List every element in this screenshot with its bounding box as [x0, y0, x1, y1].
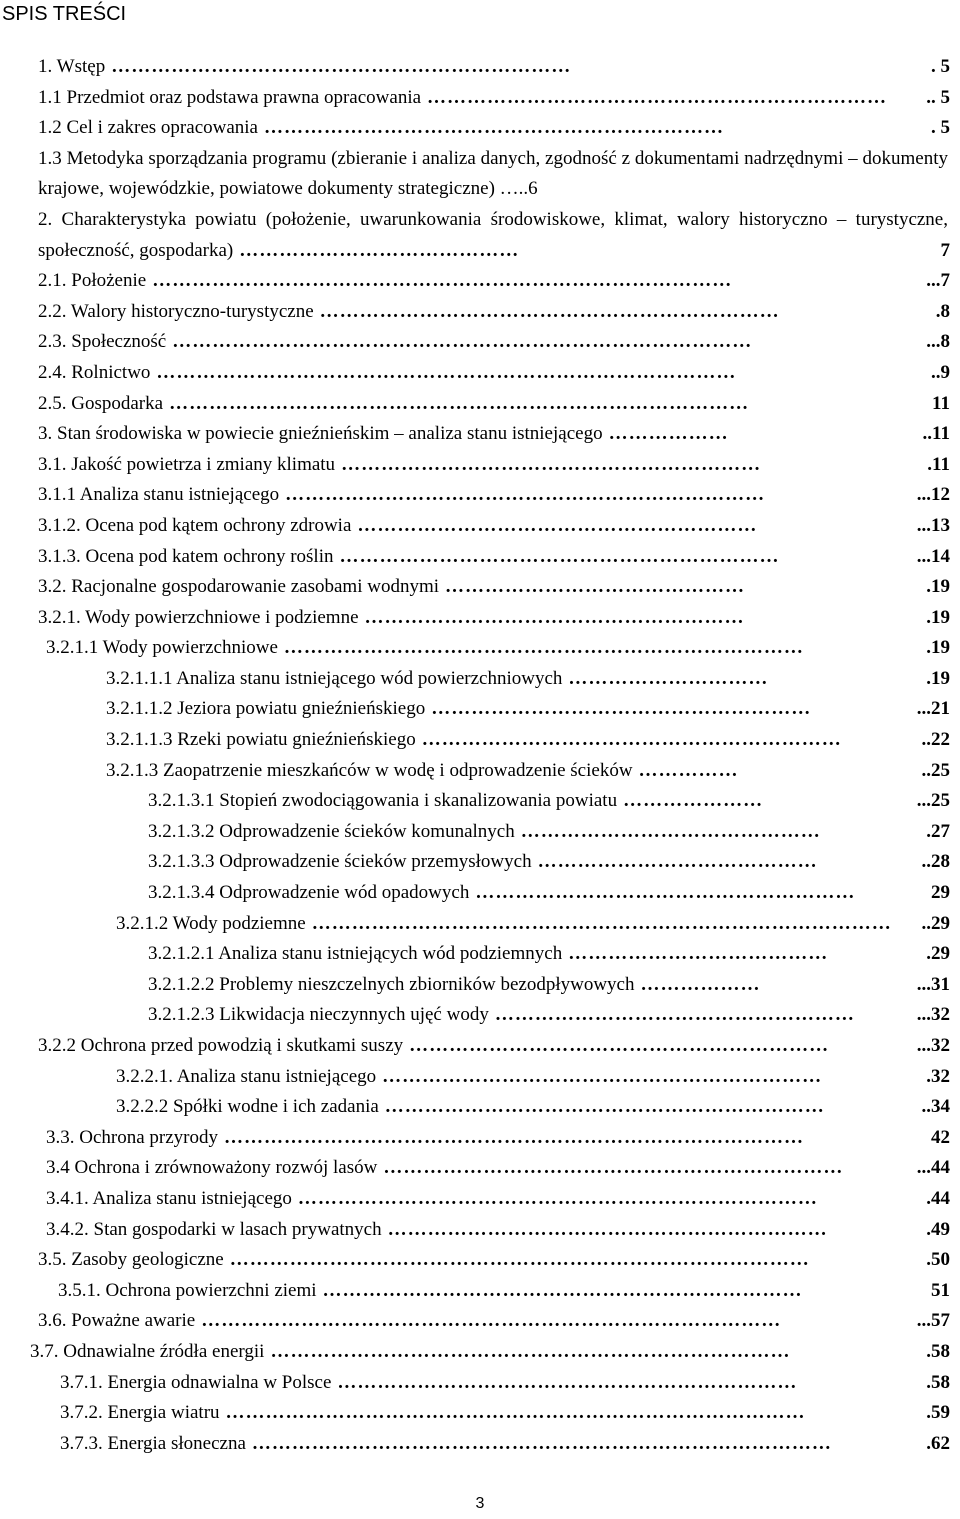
toc-entry-title: 3.7. Odnawialne źródła energii [30, 1340, 265, 1362]
toc-entry[interactable] [0, 358, 960, 389]
toc-entry[interactable] [0, 389, 960, 420]
toc-entry-page: ..28 [921, 851, 950, 873]
toc-entry-leader: …………………………………………………………… [264, 117, 724, 139]
toc-entry-page: ..34 [921, 1096, 950, 1118]
toc-entry-leader: ……………………………………… [445, 576, 746, 598]
toc-entry-page: .44 [926, 1187, 950, 1209]
toc-entry-page: ...32 [916, 1035, 950, 1056]
toc-entry-leader: …………………………………………………… [357, 514, 758, 536]
toc-entry-page: ..25 [921, 759, 950, 781]
toc-entry-leader: ……………………………………………………… [341, 453, 762, 475]
toc-entry-title: 3.3. Ochrona przyrody [46, 1126, 219, 1148]
toc-entry[interactable] [0, 847, 960, 878]
toc-entry-title: 3.2. Racjonalne gospodarowanie zasobami wodnymi [38, 576, 440, 598]
toc-entry[interactable] [0, 1153, 960, 1184]
toc-entry-leader: ………………………………… [568, 943, 829, 965]
toc-entry-page: ..29 [921, 912, 950, 934]
toc-entry-title: 3.2.2.2 Spółki wodne i ich zadania [116, 1096, 379, 1118]
toc-entry-leader: ………………… [623, 790, 764, 812]
toc-entry-title: 3.2.1.3.1 Stopień zwodociągowania i skanalizowania powiatu [148, 790, 618, 812]
toc-entry[interactable] [0, 725, 960, 756]
toc-entry[interactable] [0, 1245, 960, 1276]
toc-entry-title: 3.2.1.2 Wody podziemne [116, 912, 306, 934]
toc-entry[interactable] [0, 542, 960, 573]
toc-entry[interactable] [0, 633, 960, 664]
toc-entry-leader: ……………… [640, 973, 761, 995]
toc-entry[interactable] [0, 1276, 960, 1307]
toc-entry-leader: …………………………………………………………………………… [224, 1126, 805, 1148]
toc-entry[interactable] [0, 1184, 960, 1215]
toc-entry-page: .19 [926, 637, 950, 659]
toc-entry-title: 2.2. Walory historyczno-turystyczne [38, 300, 314, 322]
toc-entry[interactable] [0, 694, 960, 725]
toc-entry-page: .59 [926, 1402, 950, 1424]
toc-entry[interactable] [0, 817, 960, 848]
toc-entry-title: 3.2.1.1 Wody powierzchniowe [46, 637, 278, 659]
toc-entry-leader: …………… [638, 759, 739, 781]
toc-entry-page: .. 5 [926, 86, 950, 108]
toc-entry-title: 3.2.2.1. Analiza stanu istniejącego [116, 1065, 377, 1087]
toc-entry-leader: …………………………………………………………………… [283, 637, 804, 659]
toc-entry-page: .58 [926, 1340, 950, 1362]
toc-entry[interactable] [0, 1215, 960, 1246]
toc-entry-title: 3.4.2. Stan gospodarki w lasach prywatnych [46, 1218, 382, 1240]
toc-entry-page: .27 [926, 820, 950, 842]
toc-entry-title: 3.5.1. Ochrona powierzchni ziemi [58, 1279, 317, 1301]
toc-entry-title: 3.4 Ochrona i zrównoważony rozwój lasów [46, 1157, 378, 1179]
toc-entry-title: 3.4.1. Analiza stanu istniejącego [46, 1187, 292, 1209]
toc-entry-page: ...12 [916, 484, 950, 506]
toc-entry-page: ..9 [931, 361, 950, 383]
toc-entry-page: 29 [931, 882, 950, 904]
toc-entry[interactable] [0, 113, 960, 144]
toc-entry-leader: …………………………………………………………………………… [229, 1249, 810, 1271]
toc-entry-title: 3.2.1.1.1 Analiza stanu istniejącego wód powierzchniowych [106, 667, 563, 689]
toc-entry[interactable] [0, 511, 960, 542]
toc-entry-leader: ……………………………………………………… [409, 1035, 830, 1056]
toc-entry-leader: …………………………………………………………………………… [172, 331, 753, 353]
toc-entry-leader: ………………………………………………… [364, 606, 745, 628]
toc-entry-page: ...14 [916, 545, 950, 567]
toc-entry-title: 3.1.3. Ocena pod katem ochrony roślin [38, 545, 334, 567]
toc-entry-title: 3.2.1.3 Zaopatrzenie mieszkańców w wodę i odprowadzenie ścieków [106, 759, 633, 781]
toc-entry-leader: …………………………………………………………………… [297, 1187, 818, 1209]
toc-entry[interactable] [0, 939, 960, 970]
toc-entry[interactable] [0, 786, 960, 817]
toc-entry[interactable] [0, 266, 960, 297]
toc-entry-leader: …………………………………………………………… [427, 86, 888, 108]
toc-entry-leader: …………………………………………………………………………… [169, 392, 750, 414]
page-number: 3 [475, 1495, 485, 1512]
page-title: SPIS TREŚCI [2, 3, 127, 25]
toc-entry-title: 3.2.2 Ochrona przed powodzią i skutkami suszy [38, 1035, 404, 1056]
toc-entry[interactable] [0, 450, 960, 481]
toc-entry-page: ...13 [916, 514, 950, 536]
toc-entry-title: 3.2.1.2.1 Analiza stanu istniejących wód podziemnych [148, 943, 563, 965]
toc-entry-page: 51 [931, 1279, 950, 1301]
toc-entry[interactable] [0, 878, 960, 909]
toc-entry-leader: …………………………………………………………… [111, 56, 572, 77]
toc-entry[interactable] [0, 603, 960, 634]
toc-entry-page: ...32 [916, 1004, 950, 1026]
toc-entry-page: . 5 [931, 56, 950, 77]
toc-entry-title: 1.2 Cel i zakres opracowania [38, 117, 258, 139]
toc-entry[interactable] [0, 419, 960, 450]
toc-entry-leader: ……………… [608, 423, 729, 445]
table-of-contents [0, 52, 960, 1459]
toc-entry-page: 7 [940, 239, 950, 261]
toc-entry-page: .32 [926, 1065, 950, 1087]
toc-entry-title: 3.1.2. Ocena pod kątem ochrony zdrowia [38, 514, 352, 536]
toc-entry-page: .19 [926, 576, 950, 598]
toc-entry-leader: …………………………………… [537, 851, 818, 873]
toc-entry-leader: …………………………………………………………………………… [251, 1432, 832, 1454]
toc-entry-title: 2.1. Położenie [38, 270, 147, 292]
toc-entry[interactable] [0, 1398, 960, 1429]
toc-entry-page: . 5 [931, 117, 950, 139]
toc-entry-page: .50 [926, 1249, 950, 1271]
toc-entry-title: 1. Wstęp [38, 56, 106, 77]
toc-entry-leader: ……………………………………………………… [421, 729, 842, 751]
toc-entry[interactable] [0, 480, 960, 511]
toc-entry-title: 3.2.1. Wody powierzchniowe i podziemne [38, 606, 359, 628]
toc-entry-leader: ……………………………………………… [494, 1004, 855, 1026]
toc-entry-title: 3.6. Poważne awarie [38, 1310, 196, 1332]
toc-entry-page: ...44 [916, 1157, 950, 1179]
toc-entry-page: 11 [932, 392, 950, 414]
toc-entry-leader: ……………………………………… [520, 820, 821, 842]
toc-entry[interactable] [0, 1031, 960, 1062]
toc-entry-page: .19 [926, 606, 950, 628]
toc-entry-title: 3.2.1.3.3 Odprowadzenie ścieków przemysłowych [148, 851, 532, 873]
toc-entry-title: 3.7.1. Energia odnawialna w Polsce [60, 1371, 332, 1393]
toc-entry-leader: …………………………………………………………………………… [311, 912, 892, 934]
toc-entry-title: 3.1. Jakość powietrza i zmiany klimatu [38, 453, 336, 475]
toc-entry-leader: ……………………………………………………………… [322, 1279, 803, 1301]
toc-entry-title: 2. Charakterystyka powiatu (położenie, uwarunkowania środowiskowe, klimat, walory historyczno – turystyczne, społeczność, gospodarka) [38, 208, 948, 261]
toc-entry[interactable] [0, 52, 960, 83]
toc-entry-page: .8 [935, 300, 950, 322]
toc-entry-title: 3.2.1.2.2 Problemy nieszczelnych zbiorników bezodpływowych [148, 973, 635, 995]
toc-entry-page: ...8 [926, 331, 950, 353]
toc-entry[interactable] [0, 1062, 960, 1093]
toc-entry-title: 3. Stan środowiska w powiecie gnieźnieńskim – analiza stanu istniejącego [38, 423, 603, 445]
toc-entry-title: 3.7.3. Energia słoneczna [60, 1432, 246, 1454]
toc-entry-leader: …………………………………………………………………………… [152, 270, 733, 292]
toc-entry-page: .49 [926, 1218, 950, 1240]
toc-entry-leader: …………………………………………………………………… [270, 1340, 791, 1362]
toc-entry-page: ...21 [916, 698, 950, 720]
toc-entry-title: 3.2.1.1.2 Jeziora powiatu gnieźnieńskiego [106, 698, 426, 720]
toc-entry-leader: …………………………………… [239, 239, 520, 261]
toc-entry[interactable] [0, 297, 960, 328]
toc-entry-title: 3.2.1.2.3 Likwidacja nieczynnych ujęć wody [148, 1004, 489, 1026]
toc-entry[interactable] [0, 83, 960, 114]
toc-entry-title: 3.5. Zasoby geologiczne [38, 1249, 224, 1271]
toc-entry-page: ..11 [922, 423, 950, 445]
toc-entry[interactable] [0, 1306, 960, 1337]
toc-entry[interactable] [0, 664, 960, 695]
toc-entry-page: 42 [931, 1126, 950, 1148]
toc-entry[interactable] [0, 205, 960, 266]
toc-entry-page: .58 [926, 1371, 950, 1393]
toc-entry-page: ..22 [921, 729, 950, 751]
toc-entry-title: 1.1 Przedmiot oraz podstawa prawna opracowania [38, 86, 422, 108]
toc-entry-page: .11 [927, 453, 950, 475]
toc-entry[interactable] [0, 1337, 960, 1368]
toc-entry-leader: …………………………………………………………………………… [225, 1402, 806, 1424]
toc-entry-title: 1.3 Metodyka sporządzania programu (zbieranie i analiza danych, zgodność z dokumentami nadrzędnymi – dokumenty krajowe, wojewódzkie, powiatowe dokumenty strategiczne) …..6 [38, 147, 948, 200]
toc-entry[interactable] [0, 144, 960, 205]
toc-entry-page: .62 [926, 1432, 950, 1454]
toc-entry-leader: ……………………………………………………………… [285, 484, 766, 506]
toc-entry-leader: ………………………………………………………… [382, 1065, 823, 1087]
toc-entry[interactable] [0, 970, 960, 1001]
toc-entry-page: .19 [926, 667, 950, 689]
toc-entry[interactable] [0, 1368, 960, 1399]
toc-entry[interactable] [0, 1429, 960, 1460]
toc-entry-page: .29 [926, 943, 950, 965]
toc-entry-page: ...7 [926, 270, 950, 292]
toc-entry[interactable] [0, 756, 960, 787]
toc-entry-leader: …………………………………………………………………………… [156, 361, 737, 383]
toc-entry-title: 2.4. Rolnictwo [38, 361, 151, 383]
toc-entry-title: 3.2.1.3.4 Odprowadzenie wód opadowych [148, 882, 470, 904]
toc-entry-leader: …………………………………………………………………………… [201, 1310, 782, 1332]
toc-entry-title: 3.1.1 Analiza stanu istniejącego [38, 484, 280, 506]
toc-entry[interactable] [0, 1000, 960, 1031]
toc-entry[interactable] [0, 1123, 960, 1154]
toc-entry[interactable] [0, 909, 960, 940]
toc-entry-title: 2.5. Gospodarka [38, 392, 164, 414]
toc-entry-page: ...31 [916, 973, 950, 995]
toc-entry[interactable] [0, 1092, 960, 1123]
toc-entry-leader: …………………………………………………………… [383, 1157, 844, 1179]
toc-entry-page: ...25 [916, 790, 950, 812]
toc-entry-leader: ………………………………………………………… [339, 545, 780, 567]
toc-entry-leader: ………………………… [568, 667, 769, 689]
toc-entry-leader: …………………………………………………………… [337, 1371, 798, 1393]
toc-entry-title: 3.7.2. Energia wiatru [60, 1402, 220, 1424]
toc-entry[interactable] [0, 572, 960, 603]
toc-entry-leader: ………………………………………………… [475, 882, 856, 904]
toc-entry-leader: …………………………………………………………… [319, 300, 780, 322]
toc-entry-title: 2.3. Społeczność [38, 331, 167, 353]
toc-entry-title: 3.2.1.1.3 Rzeki powiatu gnieźnieńskiego [106, 729, 416, 751]
toc-entry-title: 3.2.1.3.2 Odprowadzenie ścieków komunalnych [148, 820, 515, 842]
toc-entry-page: ...57 [916, 1310, 950, 1332]
toc-entry-leader: ………………………………………………………… [387, 1218, 828, 1240]
toc-entry-leader: ………………………………………………………… [384, 1096, 825, 1118]
toc-entry-leader: ………………………………………………… [431, 698, 812, 720]
toc-entry[interactable] [0, 327, 960, 358]
